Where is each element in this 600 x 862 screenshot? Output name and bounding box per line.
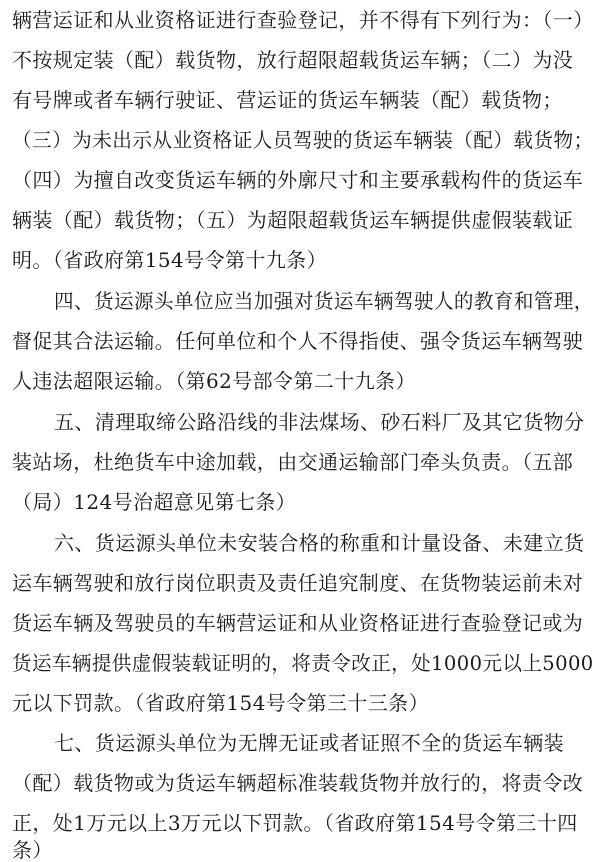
text-line: 不按规定装（配）载货物，放行超限超载货运车辆；（二）为没 <box>12 48 574 72</box>
text-line: 辆装（配）载货物；（五）为超限超载货运车辆提供虚假装载证 <box>12 208 574 232</box>
paragraph-start-line: 七、货运源头单位为无牌无证或者证照不全的货运车辆装 <box>54 731 564 755</box>
paragraph-start-line: 四、货运源头单位应当加强对货运车辆驾驶人的教育和管理， <box>54 289 594 313</box>
text-line: 货运车辆提供虚假装载证明的，将责令改正，处1000元以上5000 <box>12 651 594 675</box>
text-line: （配）载货物或为货运车辆超标准装载货物并放行的，将责令改 <box>12 771 584 795</box>
text-line: （四）为擅自改变货运车辆的外廓尺寸和主要承载构件的货运车 <box>12 168 584 192</box>
paragraph-start-line: 六、货运源头单位未安装合格的称重和计量设备、未建立货 <box>54 531 585 555</box>
text-line: 辆营运证和从业资格证进行查验登记，并不得有下列行为：（一） <box>12 8 594 32</box>
text-line: 条） <box>12 838 53 862</box>
text-line: 人违法超限运输。（第62号部令第二十九条） <box>12 369 416 393</box>
text-line: 正，处1万元以上3万元以下罚款。（省政府第154号令第三十四 <box>12 811 578 835</box>
text-line: 元以下罚款。（省政府第154号令第三十三条） <box>12 691 429 715</box>
paragraph-start-line: 五、清理取缔公路沿线的非法煤场、砂石料厂及其它货物分 <box>54 410 585 434</box>
text-line: 运车辆驾驶和放行岗位职责及责任追究制度、在货物装运前未对 <box>12 571 584 595</box>
text-line: （局）124号治超意见第七条） <box>12 490 297 514</box>
text-line: 货运车辆及驾驶员的车辆营运证和从业资格证进行查验登记或为 <box>12 611 584 635</box>
text-line: 督促其合法运输。任何单位和个人不得指使、强令货运车辆驾驶 <box>12 329 584 353</box>
text-line: （三）为未出示从业资格证人员驾驶的货运车辆装（配）载货物； <box>12 128 594 152</box>
text-line: 装站场，杜绝货车中途加载，由交通运输部门牵头负责。（五部 <box>12 450 574 474</box>
text-line: 明。（省政府第154号令第十九条） <box>12 248 327 272</box>
text-line: 有号牌或者车辆行驶证、营运证的货运车辆装（配）载货物； <box>12 88 563 112</box>
